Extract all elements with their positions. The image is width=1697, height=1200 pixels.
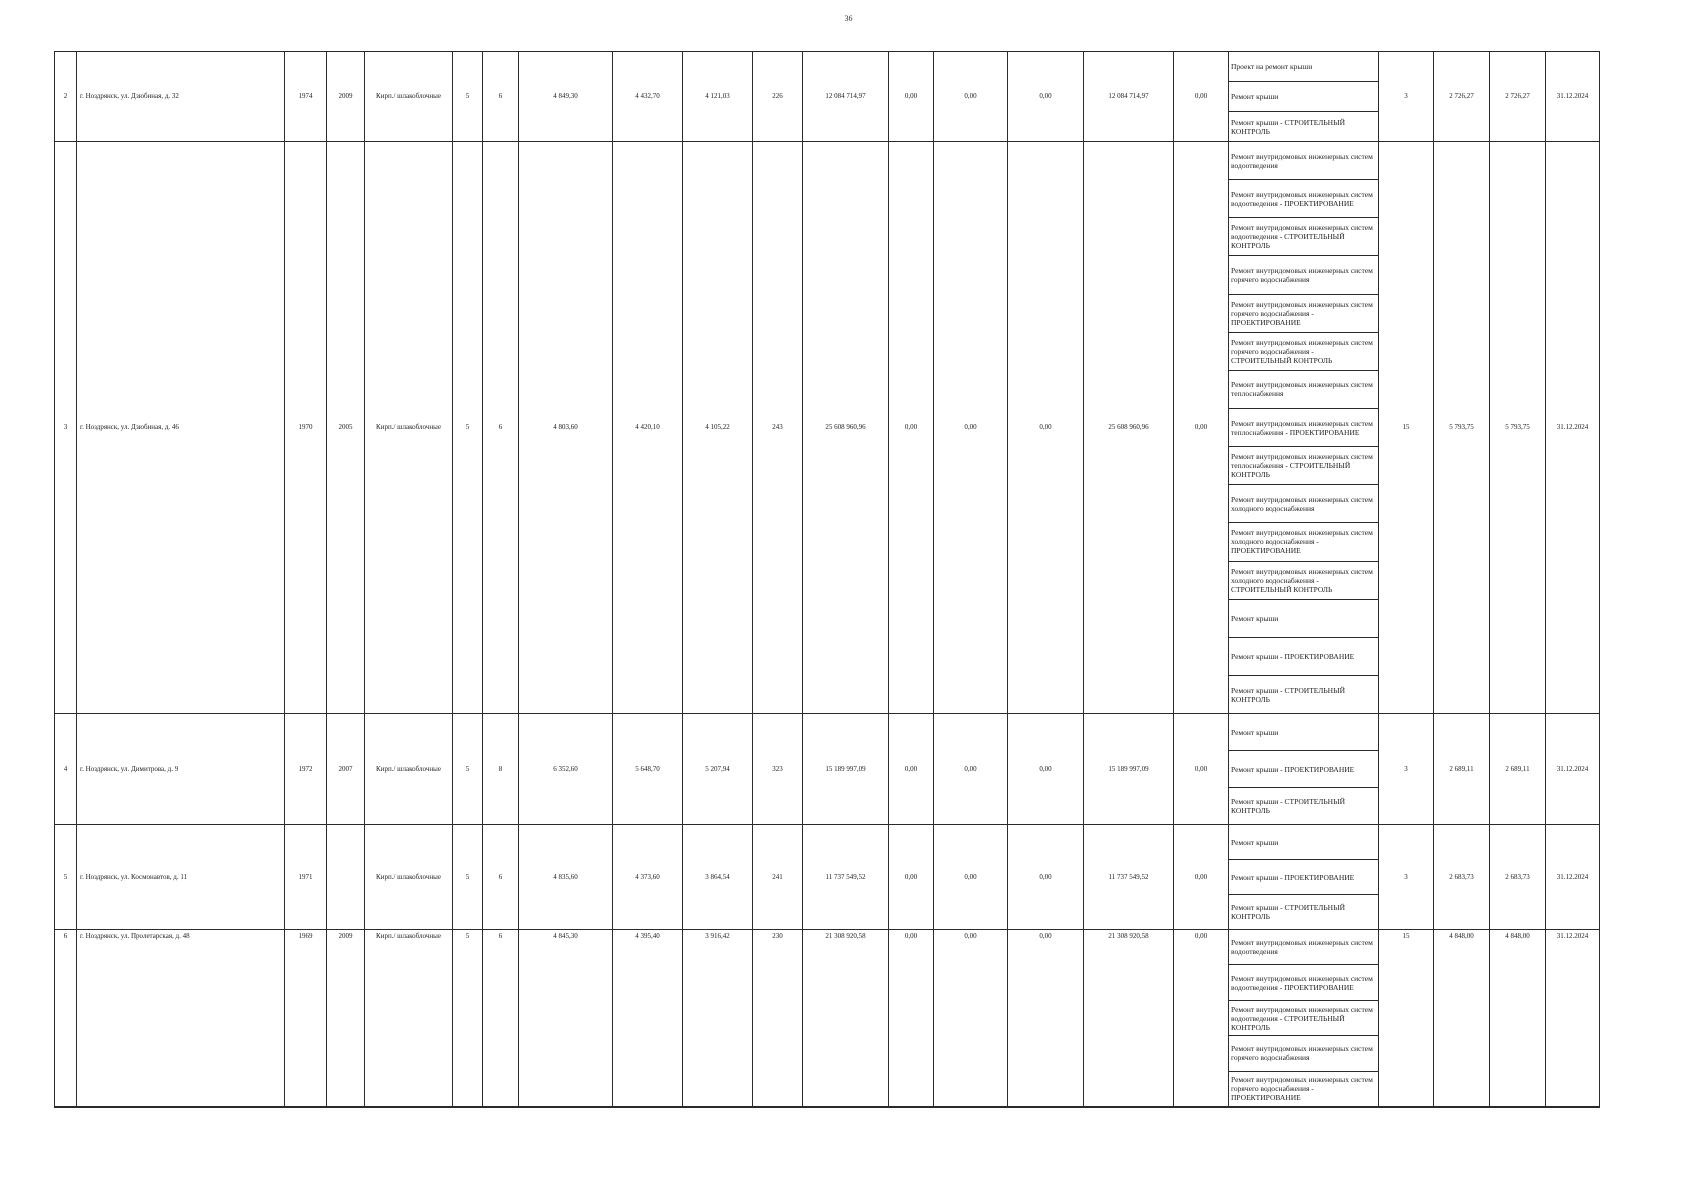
cell-cost-mun: 0,00 [1008,52,1084,142]
cell-cost-total: 11 737 549,52 [803,825,889,930]
cell-num: 2 [55,52,77,142]
work-item: Ремонт внутридомовых инженерных систем горячего водоснабжения - СТРОИТЕЛЬНЫЙ КОНТРОЛЬ [1229,332,1378,370]
cell-area-a: 5 648,70 [613,714,683,825]
cell-area-b: 3 916,42 [683,930,753,1108]
works-list [1229,930,1378,1106]
cell-residents: 323 [753,714,803,825]
cell-num: 4 [55,714,77,825]
work-item: Ремонт крыши - ПРОЕКТИРОВАНИЕ [1229,637,1378,675]
work-item: Ремонт внутридомовых инженерных систем водоотведения [1231,151,1373,170]
cell-work-count: 3 [1379,714,1434,825]
works-cell [1229,825,1379,930]
cell-area-total: 4 845,30 [519,930,613,1108]
cell-work-count: 3 [1379,52,1434,142]
work-item: Ремонт внутридомовых инженерных систем водоотведения - СТРОИТЕЛЬНЫЙ КОНТРОЛЬ [1229,217,1378,255]
cell-area-total: 4 803,60 [519,142,613,714]
cell-year-repair: 2005 [327,142,365,714]
cell-cost-other: 0,00 [1174,825,1229,930]
table-row [55,825,1600,930]
work-item: Ремонт крыши [1229,81,1378,111]
table-row [55,52,1600,142]
cell-area-b: 4 121,03 [683,52,753,142]
cell-cost-total: 25 608 960,96 [803,142,889,714]
cell-address: г. Ноздрянск, ул. Дзюбиная, д. 32 [77,52,285,142]
work-item: Проект на ремонт крыши [1231,62,1313,71]
cell-work-count: 3 [1379,825,1434,930]
cell-floors: 5 [453,52,483,142]
work-item: Ремонт крыши [1231,727,1279,737]
cell-entrances: 6 [483,52,519,142]
work-item: Ремонт крыши [1229,599,1378,637]
work-item: Ремонт внутридомовых инженерных систем теплоснабжения - СТРОИТЕЛЬНЫЙ КОНТРОЛЬ [1229,446,1378,484]
cell-num: 3 [55,142,77,714]
cell-residents: 226 [753,52,803,142]
cell-cost-total: 15 189 997,09 [803,714,889,825]
cell-max-cost: 2 683,73 [1490,825,1546,930]
table-row [55,142,1600,714]
cell-cost-own: 21 308 920,58 [1084,930,1174,1108]
cell-area-b: 4 105,22 [683,142,753,714]
cell-year-built: 1969 [285,930,327,1108]
works-list [1229,714,1378,824]
cell-year-repair: 2009 [327,930,365,1108]
cell-cost-other: 0,00 [1174,52,1229,142]
work-item: Ремонт внутридомовых инженерных систем холодного водоснабжения [1229,484,1378,522]
cell-area-a: 4 420,10 [613,142,683,714]
cell-cost-mun: 0,00 [1008,714,1084,825]
works-cell [1229,714,1379,825]
work-item: Ремонт крыши - СТРОИТЕЛЬНЫЙ КОНТРОЛЬ [1229,111,1378,141]
cell-address: г. Ноздрянск, ул. Космонавтов, д. 11 [77,825,285,930]
cell-max-cost: 2 689,11 [1490,714,1546,825]
cell-cost-fed: 0,00 [889,52,934,142]
cell-deadline: 31.12.2024 [1546,825,1600,930]
cell-cost-mun: 0,00 [1008,930,1084,1108]
cell-cost-own: 11 737 549,52 [1084,825,1174,930]
cell-deadline: 31.12.2024 [1546,930,1600,1108]
cell-entrances: 6 [483,825,519,930]
work-item: Ремонт внутридомовых инженерных систем горячего водоснабжения - ПРОЕКТИРОВАНИЕ [1229,1071,1378,1106]
cell-year-built: 1972 [285,714,327,825]
work-item: Ремонт внутридомовых инженерных систем теплоснабжения [1229,370,1378,408]
cell-area-b: 5 207,94 [683,714,753,825]
work-item: Ремонт внутридомовых инженерных систем горячего водоснабжения [1229,255,1378,293]
cell-cost-reg: 0,00 [934,52,1008,142]
cell-floors: 5 [453,714,483,825]
cell-material: Кирп./ шлакоблочные [365,930,453,1108]
cell-cost-reg: 0,00 [934,142,1008,714]
cell-max-cost: 4 848,00 [1490,930,1546,1108]
cell-area-a: 4 395,40 [613,930,683,1108]
cell-cost-total: 12 084 714,97 [803,52,889,142]
cell-material: Кирп./ шлакоблочные [365,825,453,930]
cell-floors: 5 [453,930,483,1108]
cell-residents: 241 [753,825,803,930]
cell-year-built: 1971 [285,825,327,930]
cell-residents: 243 [753,142,803,714]
cell-material: Кирп./ шлакоблочные [365,714,453,825]
cell-area-total: 6 352,60 [519,714,613,825]
cell-floors: 5 [453,825,483,930]
cell-address: г. Ноздрянск, ул. Пролетарская, д. 48 [77,930,285,1108]
works-list [1229,142,1378,713]
cell-deadline: 31.12.2024 [1546,142,1600,714]
work-item: Ремонт внутридомовых инженерных систем горячего водоснабжения - ПРОЕКТИРОВАНИЕ [1229,294,1378,332]
table-row [55,930,1600,1108]
cell-cost-fed: 0,00 [889,930,934,1108]
cell-unit-cost: 5 793,75 [1434,142,1490,714]
cell-area-total: 4 835,60 [519,825,613,930]
cell-cost-total: 21 308 920,58 [803,930,889,1108]
cell-cost-fed: 0,00 [889,142,934,714]
cell-cost-other: 0,00 [1174,714,1229,825]
cell-deadline: 31.12.2024 [1546,714,1600,825]
work-item: Ремонт внутридомовых инженерных систем водоотведения - ПРОЕКТИРОВАНИЕ [1229,179,1378,217]
cell-year-repair: 2009 [327,52,365,142]
cell-cost-reg: 0,00 [934,930,1008,1108]
cell-cost-reg: 0,00 [934,825,1008,930]
works-cell [1229,52,1379,142]
cell-work-count: 15 [1379,142,1434,714]
cell-cost-reg: 0,00 [934,714,1008,825]
cell-year-built: 1970 [285,142,327,714]
cell-area-a: 4 373,60 [613,825,683,930]
work-item: Ремонт крыши - ПРОЕКТИРОВАНИЕ [1229,750,1378,787]
work-item: Ремонт внутридомовых инженерных систем горячего водоснабжения [1229,1035,1378,1070]
work-item: Ремонт внутридомовых инженерных систем холодного водоснабжения - ПРОЕКТИРОВАНИЕ [1229,522,1378,560]
cell-area-a: 4 432,70 [613,52,683,142]
work-item: Ремонт внутридомовых инженерных систем холодного водоснабжения - СТРОИТЕЛЬНЫЙ КОНТРОЛЬ [1229,561,1378,599]
cell-area-b: 3 864,54 [683,825,753,930]
cell-entrances: 8 [483,714,519,825]
cell-residents: 230 [753,930,803,1108]
cell-address: г. Ноздрянск, ул. Дзюбиная, д. 46 [77,142,285,714]
works-cell [1229,930,1379,1108]
cell-cost-fed: 0,00 [889,825,934,930]
cell-floors: 5 [453,142,483,714]
cell-unit-cost: 2 726,27 [1434,52,1490,142]
work-item: Ремонт внутридомовых инженерных систем теплоснабжения - ПРОЕКТИРОВАНИЕ [1229,408,1378,446]
page-number: 36 [844,14,853,23]
cell-cost-other: 0,00 [1174,142,1229,714]
cell-cost-other: 0,00 [1174,930,1229,1108]
cell-max-cost: 5 793,75 [1490,142,1546,714]
cell-material: Кирп./ шлакоблочные [365,142,453,714]
table-row [55,714,1600,825]
work-item: Ремонт крыши - СТРОИТЕЛЬНЫЙ КОНТРОЛЬ [1229,675,1378,713]
cell-unit-cost: 4 848,00 [1434,930,1490,1108]
cell-cost-own: 15 189 997,09 [1084,714,1174,825]
work-item: Ремонт внутридомовых инженерных систем водоотведения - СТРОИТЕЛЬНЫЙ КОНТРОЛЬ [1229,1000,1378,1035]
cell-work-count: 15 [1379,930,1434,1108]
work-item: Ремонт крыши [1231,837,1279,847]
cell-material: Кирп./ шлакоблочные [365,52,453,142]
cell-area-total: 4 849,30 [519,52,613,142]
work-item: Ремонт крыши - СТРОИТЕЛЬНЫЙ КОНТРОЛЬ [1229,894,1378,929]
work-item: Ремонт крыши - СТРОИТЕЛЬНЫЙ КОНТРОЛЬ [1229,787,1378,824]
cell-num: 6 [55,930,77,1108]
cell-cost-mun: 0,00 [1008,825,1084,930]
cell-deadline: 31.12.2024 [1546,52,1600,142]
work-item: Ремонт внутридомовых инженерных систем водоотведения - ПРОЕКТИРОВАНИЕ [1229,964,1378,999]
cell-year-repair: 2007 [327,714,365,825]
cell-max-cost: 2 726,27 [1490,52,1546,142]
cell-address: г. Ноздрянск, ул. Димитрова, д. 9 [77,714,285,825]
cell-entrances: 6 [483,930,519,1108]
works-cell [1229,142,1379,714]
work-item: Ремонт крыши - ПРОЕКТИРОВАНИЕ [1229,859,1378,894]
cell-unit-cost: 2 689,11 [1434,714,1490,825]
cell-cost-mun: 0,00 [1008,142,1084,714]
capital-repair-table [54,51,1600,1108]
cell-year-repair [327,825,365,930]
works-list [1229,825,1378,929]
cell-cost-fed: 0,00 [889,714,934,825]
work-item: Ремонт внутридомовых инженерных систем водоотведения [1231,938,1373,957]
cell-entrances: 6 [483,142,519,714]
works-list [1229,52,1378,141]
cell-num: 5 [55,825,77,930]
cell-unit-cost: 2 683,73 [1434,825,1490,930]
cell-cost-own: 25 608 960,96 [1084,142,1174,714]
cell-cost-own: 12 084 714,97 [1084,52,1174,142]
cell-year-built: 1974 [285,52,327,142]
